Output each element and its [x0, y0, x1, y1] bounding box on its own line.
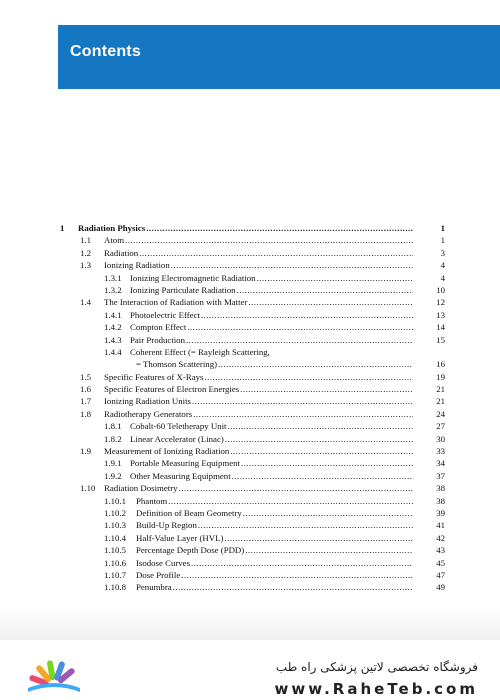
toc-entry-page: 4 — [440, 260, 445, 271]
toc-entry-title: Linear Accelerator (Linac) — [130, 433, 224, 444]
toc-entry[interactable] — [60, 557, 445, 569]
toc-entry-title: Specific Features of X-Rays — [104, 371, 204, 382]
toc-entry[interactable] — [60, 544, 445, 556]
toc-entry-number: 1.4.1 — [104, 309, 122, 320]
toc-entry-number: 1.10.5 — [104, 545, 126, 556]
toc-entry-page: 42 — [436, 532, 445, 543]
toc-entry-title: Radiation Physics — [78, 223, 146, 233]
toc-entry-number: 1.4 — [80, 297, 91, 308]
toc-entry-number: 1.10.2 — [104, 507, 126, 518]
toc-entry-number: 1.5 — [80, 371, 91, 382]
toc-entry-page: 43 — [436, 545, 445, 556]
toc-entry-number: 1.10.6 — [104, 557, 126, 568]
toc-entry-title: Radiotherapy Generators — [104, 408, 193, 419]
toc-entry[interactable] — [60, 309, 445, 321]
toc-leader-dots — [181, 569, 413, 581]
toc-entry-page: 16 — [436, 359, 445, 370]
toc-leader-dots — [225, 433, 413, 445]
toc-entry[interactable] — [60, 371, 445, 383]
toc-entry-title: Ionizing Particulate Radiation — [130, 284, 236, 295]
toc-entry-page: 34 — [436, 458, 445, 469]
toc-leader-dots — [257, 272, 413, 284]
toc-entry-number: 1.3.2 — [104, 284, 122, 295]
toc-leader-dots — [218, 358, 413, 370]
toc-entry[interactable] — [60, 507, 445, 519]
toc-entry-page: 15 — [436, 334, 445, 345]
toc-leader-dots — [125, 234, 413, 246]
toc-entry-title: Cobalt-60 Teletherapy Unit — [130, 421, 227, 432]
toc-entry[interactable] — [60, 284, 445, 296]
toc-entry[interactable] — [60, 383, 445, 395]
toc-leader-dots — [168, 495, 413, 507]
toc-entry-title: Pair Production — [130, 334, 185, 345]
toc-leader-dots — [230, 445, 413, 457]
toc-entry-number: 1.7 — [80, 396, 91, 407]
toc-entry-number: 1.4.4 — [104, 346, 122, 357]
toc-entry[interactable] — [60, 519, 445, 531]
toc-leader-dots — [191, 557, 413, 569]
toc-leader-dots — [237, 284, 413, 296]
toc-entry[interactable] — [60, 395, 445, 407]
toc-entry-title: The Interaction of Radiation with Matter — [104, 297, 248, 308]
store-name: فروشگاه تخصصی لاتین پزشکی راه طب — [275, 660, 478, 674]
store-url[interactable]: www.RaheTeb.com — [274, 680, 478, 698]
toc-entry-title: Half-Value Layer (HVL) — [136, 532, 224, 543]
toc-entry-page: 12 — [436, 297, 445, 308]
toc-entry-number: 1.4.2 — [104, 322, 122, 333]
toc-leader-dots — [245, 544, 413, 556]
toc-leader-dots — [240, 383, 413, 395]
toc-entry-title: Measurement of Ionizing Radiation — [104, 446, 230, 457]
table-of-contents — [60, 222, 445, 594]
toc-entry-page: 1 — [440, 235, 445, 246]
toc-leader-dots — [139, 247, 413, 259]
toc-entry-number: 1.8.2 — [104, 433, 122, 444]
toc-entry-page: 30 — [436, 433, 445, 444]
toc-entry-title-continued: = Thomson Scattering) — [136, 359, 218, 370]
toc-entry-number: 1.3.1 — [104, 272, 122, 283]
toc-entry-number: 1.10.4 — [104, 532, 126, 543]
toc-entry[interactable] — [60, 272, 445, 284]
toc-entry-title: Penumbra — [136, 582, 172, 593]
toc-entry-title: Percentage Depth Dose (PDD) — [136, 545, 245, 556]
toc-entry-number: 1.1 — [80, 235, 91, 246]
toc-entry-title: Radiation Dosimetry — [104, 483, 178, 494]
toc-entry-page: 1 — [440, 223, 445, 233]
toc-leader-dots — [241, 457, 413, 469]
toc-entry-page: 21 — [436, 396, 445, 407]
toc-entry-title: Coherent Effect (= Rayleigh Scattering, — [130, 346, 270, 357]
toc-entry-number: 1.9.1 — [104, 458, 122, 469]
toc-entry-page: 13 — [436, 309, 445, 320]
toc-entry-page: 38 — [436, 483, 445, 494]
toc-entry-page: 49 — [436, 582, 445, 593]
toc-entry-number: 1.10.1 — [104, 495, 126, 506]
toc-entry[interactable] — [60, 222, 445, 234]
toc-entry-page: 21 — [436, 384, 445, 395]
toc-leader-dots — [186, 334, 413, 346]
toc-entry-page: 10 — [436, 284, 445, 295]
toc-entry-page: 4 — [440, 272, 445, 283]
toc-entry-page: 38 — [436, 495, 445, 506]
toc-entry[interactable] — [60, 482, 445, 494]
toc-entry-page: 47 — [436, 569, 445, 580]
toc-entry-title: Definition of Beam Geometry — [136, 507, 242, 518]
toc-entry-title: Ionizing Radiation Units — [104, 396, 191, 407]
toc-entry[interactable] — [60, 581, 445, 593]
toc-entry[interactable] — [60, 470, 445, 482]
toc-entry-title: Photoelectric Effect — [130, 309, 200, 320]
toc-entry-title: Dose Profile — [136, 569, 181, 580]
toc-entry[interactable] — [60, 321, 445, 333]
toc-leader-dots — [243, 507, 413, 519]
toc-entry-page: 24 — [436, 408, 445, 419]
toc-entry-number: 1.10.7 — [104, 569, 126, 580]
toc-entry-title: Atom — [104, 235, 125, 246]
toc-entry-number: 1.10 — [80, 483, 96, 494]
toc-entry[interactable] — [60, 420, 445, 432]
toc-entry-number: 1.2 — [80, 247, 91, 258]
toc-entry[interactable] — [60, 433, 445, 445]
toc-entry-continuation — [60, 358, 445, 370]
book-logo-icon — [22, 648, 86, 696]
toc-leader-dots — [192, 395, 413, 407]
toc-entry-title: Portable Measuring Equipment — [130, 458, 240, 469]
toc-entry-title: Other Measuring Equipment — [130, 470, 231, 481]
toc-entry-title: Phantom — [136, 495, 168, 506]
toc-entry-number: 1 — [60, 223, 65, 233]
toc-entry-number: 1.9.2 — [104, 470, 122, 481]
toc-entry-title: Radiation — [104, 247, 139, 258]
toc-entry-title: Compton Effect — [130, 322, 187, 333]
toc-entry[interactable] — [60, 296, 445, 308]
toc-entry[interactable] — [60, 457, 445, 469]
toc-leader-dots — [224, 532, 413, 544]
toc-entry-number: 1.10.3 — [104, 520, 126, 531]
toc-entry-page: 41 — [436, 520, 445, 531]
toc-leader-dots — [193, 408, 413, 420]
toc-entry-page: 3 — [440, 247, 445, 258]
toc-leader-dots — [171, 259, 413, 271]
page-title: Contents — [70, 43, 141, 60]
toc-entry-number: 1.8.1 — [104, 421, 122, 432]
toc-entry[interactable] — [60, 334, 445, 346]
logo-book-base — [28, 683, 80, 692]
toc-entry[interactable] — [60, 346, 445, 358]
toc-entry[interactable] — [60, 247, 445, 259]
toc-entry-title: Ionizing Radiation — [104, 260, 170, 271]
toc-entry-number: 1.3 — [80, 260, 91, 271]
toc-leader-dots — [173, 581, 413, 593]
toc-entry-title: Specific Features of Electron Energies — [104, 384, 240, 395]
toc-entry-page: 37 — [436, 470, 445, 481]
toc-leader-dots — [248, 296, 413, 308]
toc-leader-dots — [198, 519, 413, 531]
toc-leader-dots — [204, 371, 413, 383]
toc-entry[interactable] — [60, 445, 445, 457]
toc-entry-page: 14 — [436, 322, 445, 333]
toc-entry[interactable] — [60, 259, 445, 271]
toc-entry-number: 1.10.8 — [104, 582, 126, 593]
toc-entry-number: 1.9 — [80, 446, 91, 457]
toc-entry-page: 33 — [436, 446, 445, 457]
toc-entry-page: 39 — [436, 507, 445, 518]
contents-header — [58, 25, 500, 89]
toc-entry[interactable] — [60, 408, 445, 420]
toc-leader-dots — [201, 309, 413, 321]
toc-leader-dots — [187, 321, 413, 333]
toc-leader-dots — [227, 420, 413, 432]
toc-entry-number: 1.6 — [80, 384, 91, 395]
toc-entry-title: Isodose Curves — [136, 557, 190, 568]
toc-entry[interactable] — [60, 495, 445, 507]
toc-entry-number: 1.4.3 — [104, 334, 122, 345]
toc-leader-dots — [232, 470, 413, 482]
toc-entry-title: Build-Up Region — [136, 520, 197, 531]
toc-entry[interactable] — [60, 234, 445, 246]
toc-entry-title: Ionizing Electromagnetic Radiation — [130, 272, 256, 283]
toc-entry-page: 45 — [436, 557, 445, 568]
toc-entry-page: 27 — [436, 421, 445, 432]
toc-entry-page: 19 — [436, 371, 445, 382]
toc-entry[interactable] — [60, 532, 445, 544]
toc-leader-dots — [146, 222, 413, 234]
toc-entry[interactable] — [60, 569, 445, 581]
toc-leader-dots — [179, 482, 413, 494]
toc-entry-number: 1.8 — [80, 408, 91, 419]
